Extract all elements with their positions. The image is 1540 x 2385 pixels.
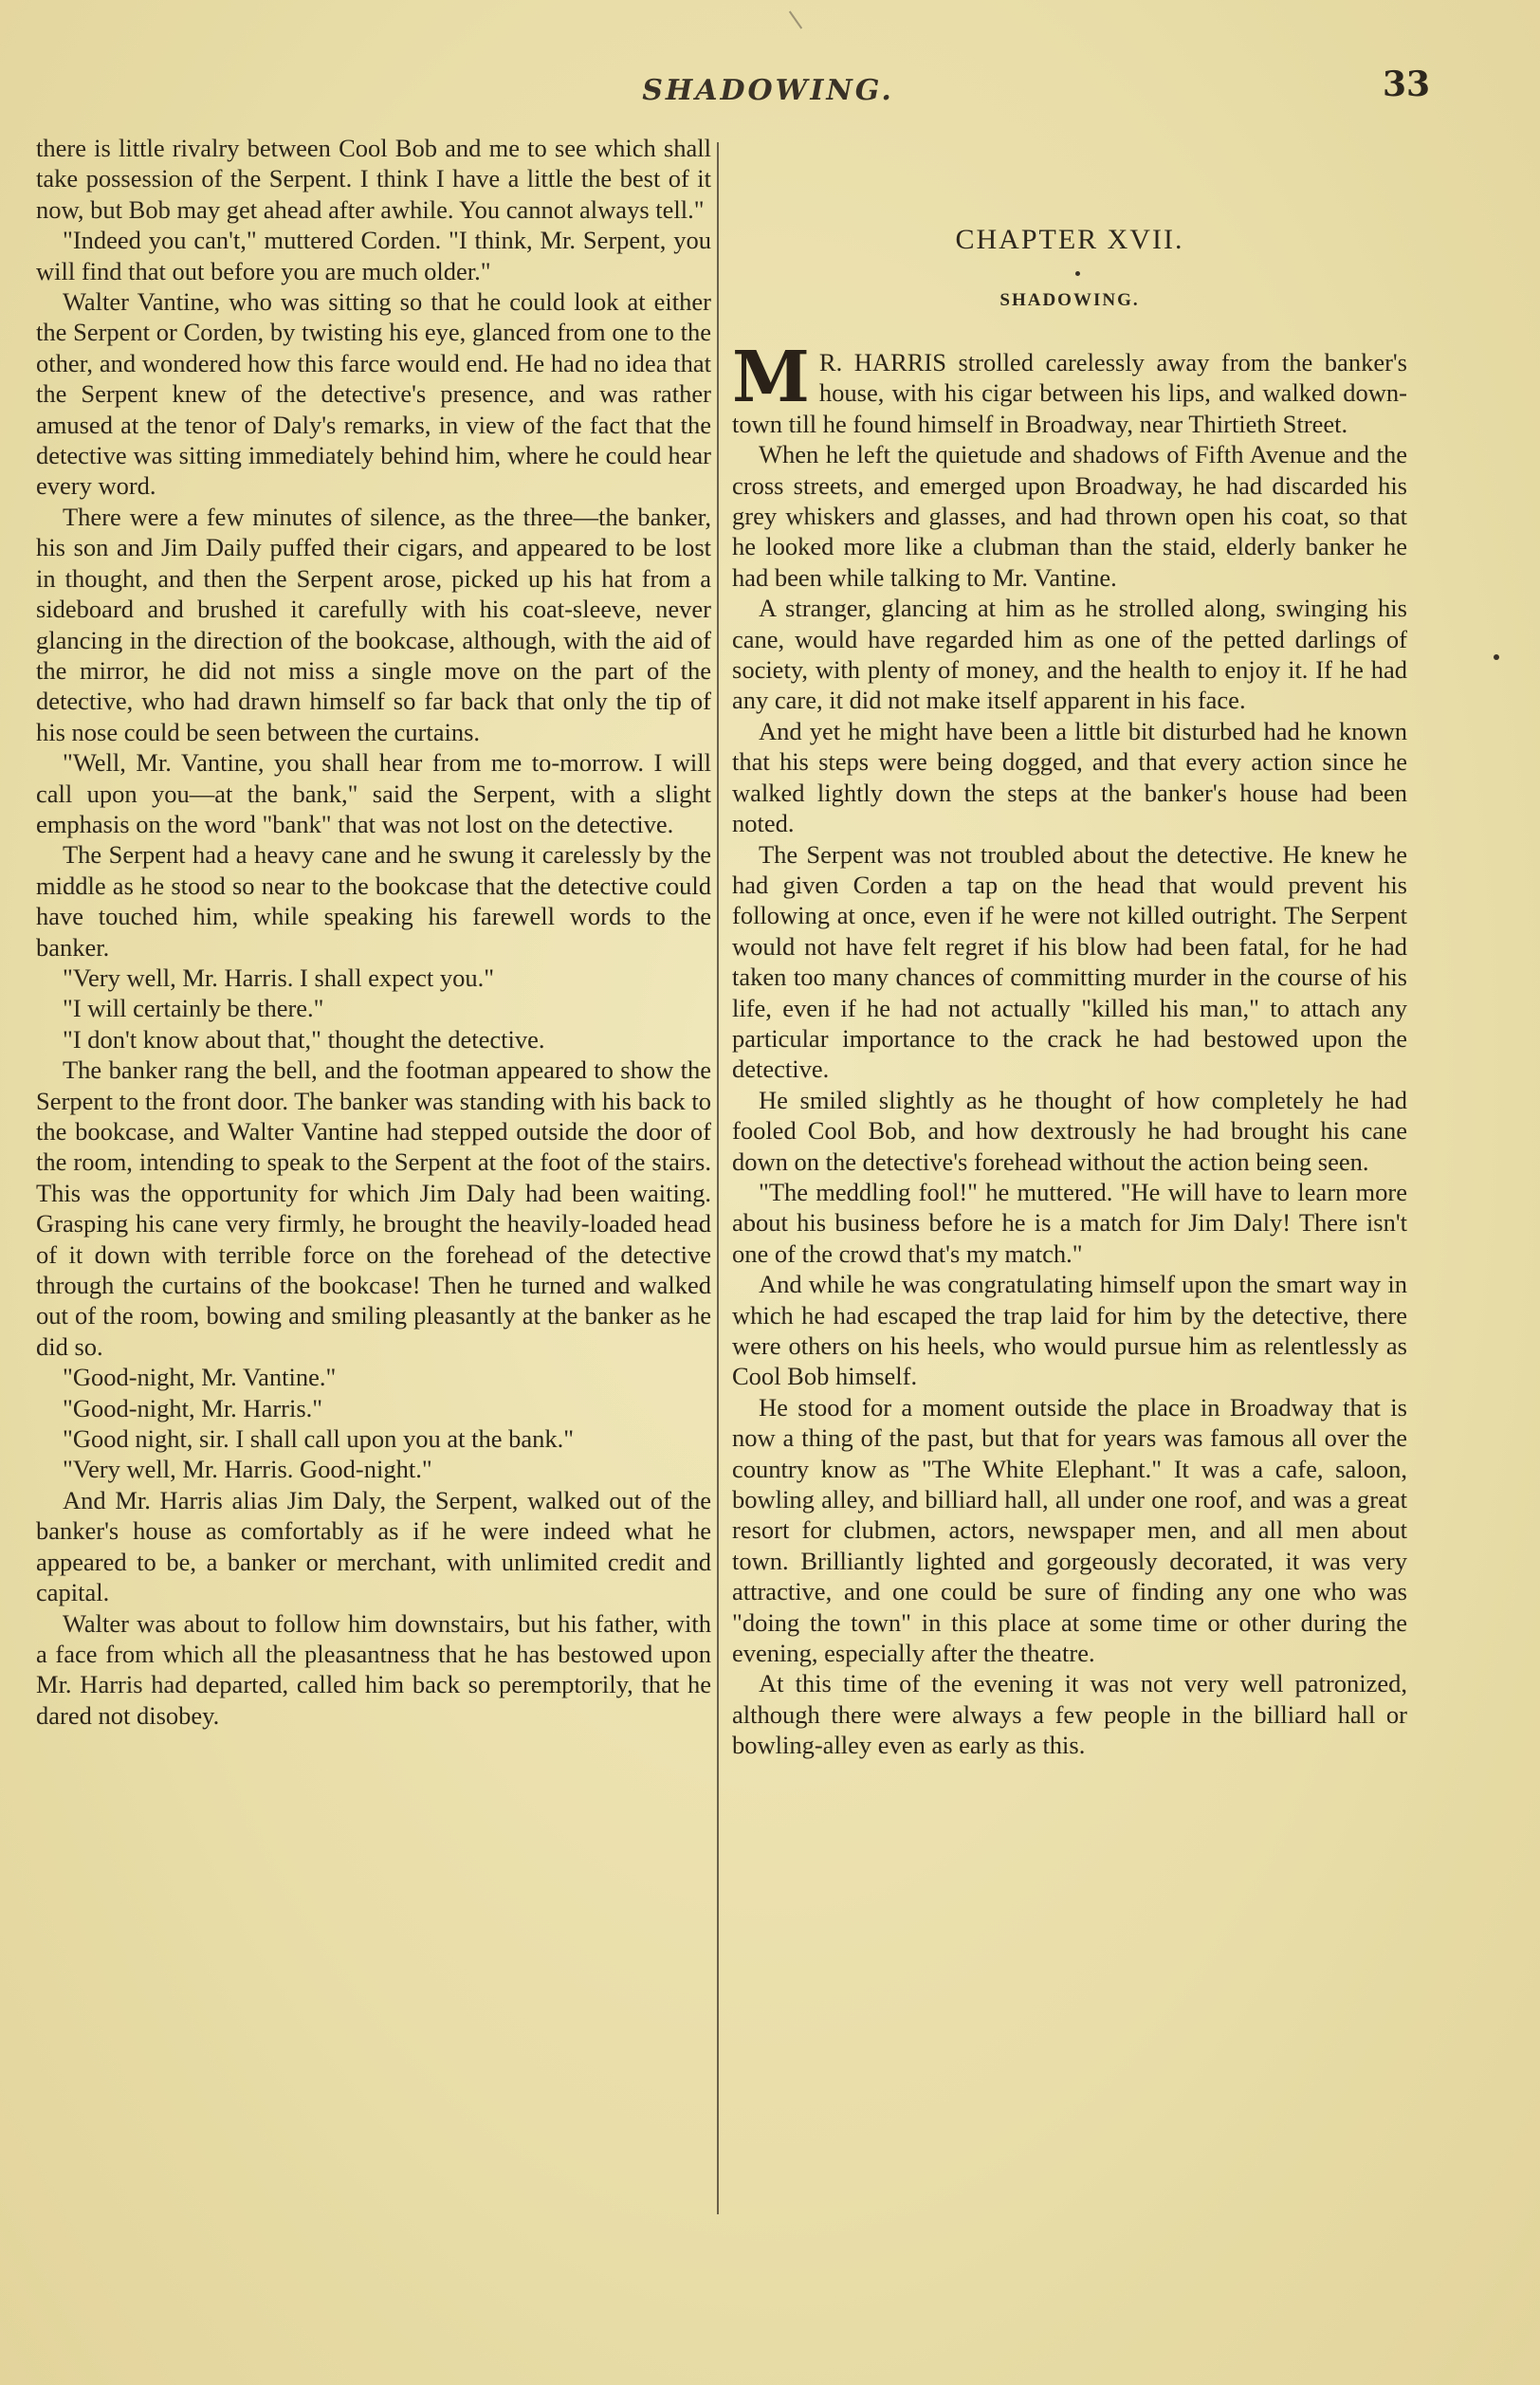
page-number: 33 bbox=[1383, 64, 1431, 104]
right-column bbox=[732, 337, 1407, 1761]
paragraph: And Mr. Harris alias Jim Daly, the Serpent, walked out of the banker's house as comfortably as if he were indeed what he appeared to be, a banker or merchant, with unlimited credit and capital. bbox=[36, 1485, 711, 1607]
ink-speck bbox=[1494, 654, 1499, 660]
paragraph: "The meddling fool!" he muttered. "He will have to learn more about his business before he is a match for Jim Daly! There isn't one of the crowd that's my match." bbox=[732, 1177, 1407, 1268]
column-divider bbox=[717, 142, 719, 2214]
paragraph: "Very well, Mr. Harris. Good-night." bbox=[63, 1455, 432, 1484]
opening-paragraph bbox=[732, 337, 1407, 439]
paragraph: He stood for a moment outside the place in Broadway that is now a thing of the past, but that for years was famous all over the country know as "The White Elephant." It was a cafe, saloon, bowling alley, and billiard hall, all under one roof, and was a great resort for clubmen, actors, newspaper men, and all men about town. Brilliantly lighted and gorgeously decorated, it was very attractive, and one could be sure of finding any one who was "doing the town" in this place at some time or other during the evening, especially after the theatre. bbox=[732, 1392, 1407, 1668]
paragraph: At this time of the evening it was not very well patronized, although there were always a few people in the billiard hall or bowling-alley even as early as this. bbox=[732, 1669, 1407, 1760]
paragraph: He smiled slightly as he thought of how completely he had fooled Cool Bob, and how dextrously he had brought his cane down on the detective's forehead without the action being seen. bbox=[732, 1085, 1407, 1176]
paragraph: "I don't know about that," thought the detective. bbox=[63, 1024, 545, 1054]
ornament-dot bbox=[1075, 271, 1080, 276]
paragraph: "Good night, sir. I shall call upon you at the bank." bbox=[63, 1424, 575, 1454]
drop-cap: M bbox=[732, 337, 810, 418]
paragraph: There were a few minutes of silence, as the three—the banker, his son and Jim Daily puffed their cigars, and appeared to be lost in thought, and then the Serpent arose, picked up his hat from a sideboard and brushed it carefully with his coat-sleeve, never glancing in the direction of the bookcase, although, with the aid of the mirror, he did not miss a single move on the part of the detective, who had drawn himself so far back that only the tip of his nose could be seen between the curtains. bbox=[36, 502, 711, 746]
paragraph: "Well, Mr. Vantine, you shall hear from me to-morrow. I will call upon you—at the bank," said the Serpent, with a slight emphasis on the word "bank" that was not lost on the detective. bbox=[36, 748, 711, 838]
chapter-subtitle: SHADOWING. bbox=[999, 290, 1140, 310]
paragraph: "Good-night, Mr. Harris." bbox=[63, 1393, 323, 1422]
paragraph: And while he was congratulating himself upon the smart way in which he had escaped the trap laid for him by the detective, there were others on his heels, who would pursue him as relentlessly as Cool Bob himself. bbox=[732, 1270, 1407, 1391]
chapter-title: CHAPTER XVII. bbox=[955, 224, 1184, 255]
paragraph: The banker rang the bell, and the footman appeared to show the Serpent to the front door. The banker was standing with his back to the bookcase, and Walter Vantine had stepped outside the door of the room, intending to speak to the Serpent at the foot of the stairs. This was the opportunity for which Jim Daly had been waiting. Grasping his cane very firmly, he brought the heavily-loaded head of it down with terrible force on the forehead of the detective through the curtains of the bookcase! Then he turned and walked out of the room, bowing and smiling pleasantly at the banker as he did so. bbox=[36, 1055, 711, 1361]
paragraph: Walter was about to follow him downstairs, but his father, with a face from which all the pleasantness that he has bestowed upon Mr. Harris had departed, called him back so peremptorily, that he dared not disobey. bbox=[36, 1608, 711, 1730]
paragraph: And yet he might have been a little bit disturbed had he known that his steps were being dogged, and that every action since he walked lightly down the steps at the banker's house had been noted. bbox=[732, 716, 1407, 838]
paragraph: A stranger, glancing at him as he strolled along, swinging his cane, would have regarded him as one of the petted darlings of society, with plenty of money, and the health to enjoy it. If he had any care, it did not make itself apparent in his face. bbox=[732, 594, 1407, 715]
running-header-title: SHADOWING. bbox=[642, 74, 894, 107]
paragraph: "Good-night, Mr. Vantine." bbox=[63, 1363, 337, 1392]
paragraph: there is little rivalry between Cool Bob and me to see which shall take possession of the Serpent. I think I have a little the best of it now, but Bob may get ahead after awhile. You cannot always tell." bbox=[36, 134, 711, 224]
paragraph: "Indeed you can't," muttered Corden. "I think, Mr. Serpent, you will find that out before you are much older." bbox=[36, 226, 711, 285]
paragraph: "Very well, Mr. Harris. I shall expect you." bbox=[63, 963, 495, 992]
paragraph: "I will certainly be there." bbox=[63, 994, 324, 1023]
opening-paragraph-text: R. HARRIS strolled carelessly away from the banker's house, with his cigar between his lips, and walked down-town till he found himself in Broadway, near Thirtieth Street. bbox=[732, 348, 1407, 438]
paragraph: When he left the quietude and shadows of Fifth Avenue and the cross streets, and emerged upon Broadway, he had discarded his grey whiskers and glasses, and had thrown open his coat, so that he looked more like a clubman than the staid, elderly banker he had been while talking to Mr. Vantine. bbox=[732, 440, 1407, 592]
paragraph: Walter Vantine, who was sitting so that he could look at either the Serpent or Corden, by twisting his eye, glanced from one to the other, and wondered how this farce would end. He had no idea that the Serpent knew of the detective's presence, and was rather amused at the tenor of Daly's remarks, in view of the fact that the detective was sitting immediately behind him, where he could hear every word. bbox=[36, 287, 711, 501]
paragraph: The Serpent was not troubled about the detective. He knew he had given Corden a tap on the head that would prevent his following at once, even if he were not killed outright. The Serpent would not have felt regret if his blow had been fatal, for he had taken too many chances of committing murder in the course of his life, even if he had not actually "killed his man," to attach any particular importance to the crack he had bestowed upon the detective. bbox=[732, 839, 1407, 1084]
left-column bbox=[36, 133, 711, 1731]
paragraph: The Serpent had a heavy cane and he swung it carelessly by the middle as he stood so near to the bookcase that the detective could have touched him, while speaking his farewell words to the banker. bbox=[36, 840, 711, 962]
